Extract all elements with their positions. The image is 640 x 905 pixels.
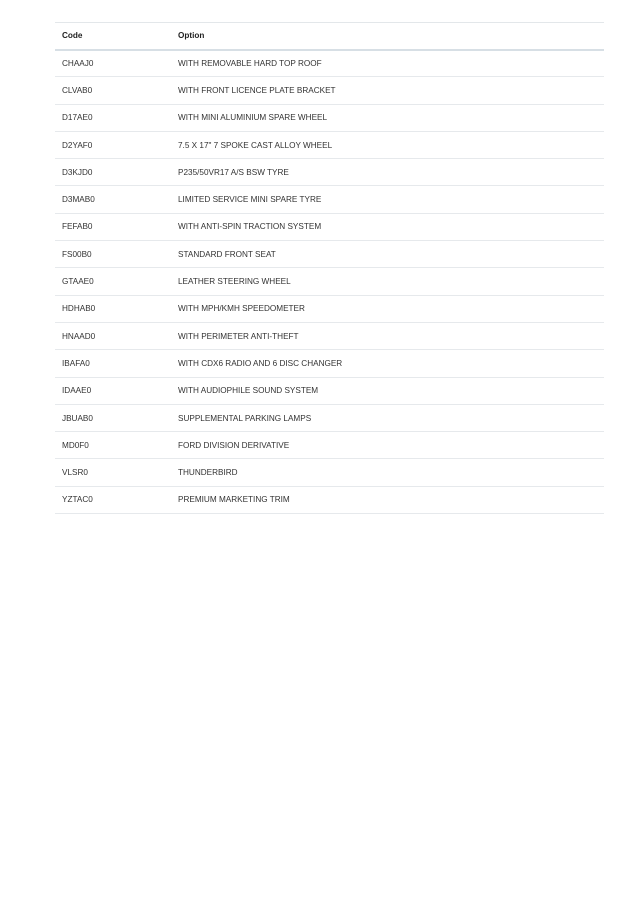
table-row bbox=[55, 186, 604, 213]
table-row bbox=[55, 350, 604, 377]
code-cell: D17AE0 bbox=[62, 113, 93, 123]
option-cell: WITH MINI ALUMINIUM SPARE WHEEL bbox=[178, 113, 328, 123]
column-header-code: Code bbox=[62, 31, 83, 41]
table-header bbox=[55, 23, 604, 50]
code-cell: GTAAE0 bbox=[62, 277, 94, 287]
option-cell: PREMIUM MARKETING TRIM bbox=[178, 495, 290, 505]
code-cell: IBAFA0 bbox=[62, 358, 90, 368]
table-row bbox=[55, 104, 604, 131]
table-row bbox=[55, 459, 604, 486]
option-cell: P235/50VR17 A/S BSW TYRE bbox=[178, 167, 289, 177]
code-cell: VLSR0 bbox=[62, 468, 88, 478]
table-row bbox=[55, 77, 604, 104]
table-row bbox=[55, 322, 604, 349]
option-cell: WITH CDX6 RADIO AND 6 DISC CHANGER bbox=[178, 358, 343, 368]
table-row bbox=[55, 268, 604, 295]
option-cell: THUNDERBIRD bbox=[178, 468, 238, 478]
table-row bbox=[55, 50, 604, 77]
code-cell: HDHAB0 bbox=[62, 304, 96, 314]
code-cell: CLVAB0 bbox=[62, 85, 93, 95]
code-cell: HNAAD0 bbox=[62, 331, 96, 341]
code-cell: D3KJD0 bbox=[62, 167, 93, 177]
option-cell: 7.5 X 17" 7 SPOKE CAST ALLOY WHEEL bbox=[178, 140, 333, 150]
table-row bbox=[55, 404, 604, 431]
option-cell: SUPPLEMENTAL PARKING LAMPS bbox=[178, 413, 312, 423]
option-cell: LIMITED SERVICE MINI SPARE TYRE bbox=[178, 195, 322, 205]
table-body bbox=[55, 50, 604, 514]
option-cell: WITH FRONT LICENCE PLATE BRACKET bbox=[178, 85, 336, 95]
code-cell: D2YAF0 bbox=[62, 140, 93, 150]
option-cell: WITH AUDIOPHILE SOUND SYSTEM bbox=[178, 386, 319, 396]
table-row bbox=[55, 213, 604, 240]
header-row bbox=[55, 23, 604, 50]
column-header-option: Option bbox=[178, 31, 205, 41]
table-row bbox=[55, 486, 604, 513]
table-row bbox=[55, 432, 604, 459]
option-cell: FORD DIVISION DERIVATIVE bbox=[178, 440, 290, 450]
table-row bbox=[55, 159, 604, 186]
code-cell: YZTAC0 bbox=[62, 495, 93, 505]
code-cell: IDAAE0 bbox=[62, 386, 92, 396]
table-row bbox=[55, 295, 604, 322]
options-table bbox=[55, 22, 604, 514]
option-cell: WITH REMOVABLE HARD TOP ROOF bbox=[178, 58, 322, 68]
table-row bbox=[55, 131, 604, 158]
code-cell: MD0F0 bbox=[62, 440, 89, 450]
option-cell: WITH MPH/KMH SPEEDOMETER bbox=[178, 304, 305, 314]
option-cell: STANDARD FRONT SEAT bbox=[178, 249, 276, 259]
table-row bbox=[55, 241, 604, 268]
code-cell: JBUAB0 bbox=[62, 413, 93, 423]
code-cell: D3MAB0 bbox=[62, 195, 95, 205]
option-cell: WITH ANTI-SPIN TRACTION SYSTEM bbox=[178, 222, 322, 232]
code-cell: FEFAB0 bbox=[62, 222, 93, 232]
table-row bbox=[55, 377, 604, 404]
option-cell: LEATHER STEERING WHEEL bbox=[178, 277, 291, 287]
code-cell: CHAAJ0 bbox=[62, 58, 94, 68]
option-cell: WITH PERIMETER ANTI-THEFT bbox=[178, 331, 299, 341]
code-cell: FS00B0 bbox=[62, 249, 92, 259]
